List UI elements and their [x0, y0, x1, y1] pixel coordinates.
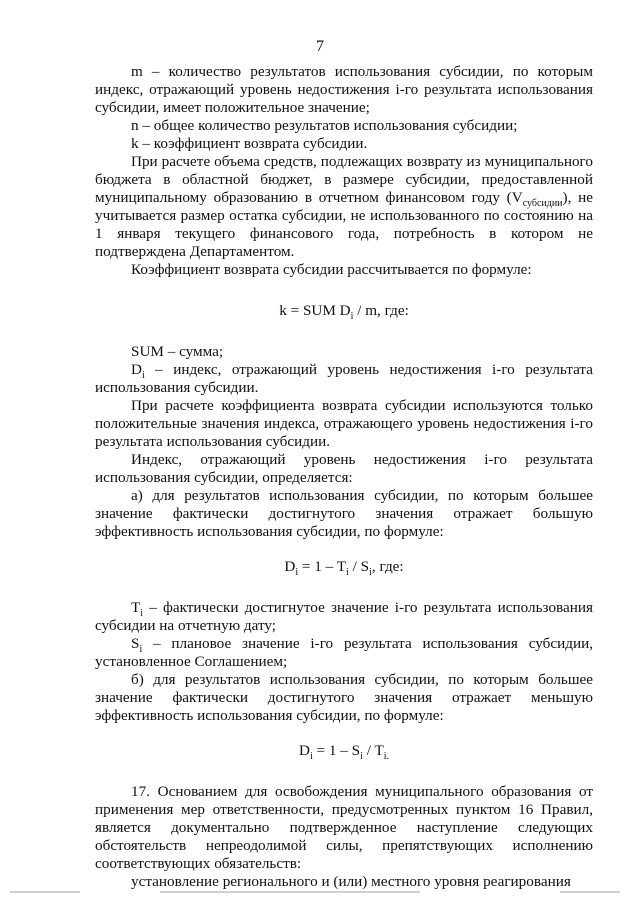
text-fragment: k = SUM D: [279, 302, 351, 319]
text-fragment: = 1 – S: [312, 742, 361, 759]
scan-artifact: [560, 891, 620, 893]
text-fragment: – индекс, отражающий уровень недостижения i-го результата использования субсидии.: [95, 361, 593, 396]
page-number: 7: [316, 38, 324, 55]
paragraph-case-a: а) для результатов использования субсидии, по которым большее значение фактически достигнутого значения отражает большую эффективность использования субсидии, по формуле:: [95, 487, 593, 540]
paragraph-response-level: установление регионального и (или) местного уровня реагирования: [131, 873, 571, 890]
text-fragment: , где:: [371, 558, 404, 575]
paragraph-sum-definition: SUM – сумма;: [131, 343, 224, 360]
paragraph-case-b: б) для результатов использования субсидии, по которым большее значение фактически достигнутого значения отражает меньшую эффективность использования субсидии, по формуле:: [95, 671, 593, 724]
paragraph-k-definition: k – коэффициент возврата субсидии.: [131, 135, 368, 152]
paragraph-ti-definition: [95, 599, 593, 635]
scan-artifact: [10, 891, 80, 893]
paragraph-m-definition: m – количество результатов использования субсидии, по которым индекс, отражающий уровень недостижения i-го результата использования субсидии, имеет положительное значение;: [95, 63, 593, 116]
text-fragment: / T: [362, 742, 384, 759]
text-fragment: D: [131, 361, 142, 378]
paragraph-section-17: 17. Основанием для освобождения муниципального образования от применения мер ответственности, предусмотренных пунктом 16 Правил, является документально подтвержденное наступление следующих обстоятельств непреодолимой силы, препятствующих исполнению соответствующих обязательств:: [95, 783, 593, 872]
paragraph-positive-values: При расчете коэффициента возврата субсидии используются только положительные значения индекса, отражающего уровень недостижения i-го результата использования субсидии.: [95, 397, 593, 450]
subscript: i: [140, 608, 144, 620]
text-fragment: D: [284, 558, 296, 575]
text-fragment: = 1 – T: [298, 558, 347, 575]
formula-k: [95, 302, 593, 323]
text-fragment: / S: [348, 558, 370, 575]
paragraph-formula-intro: Коэффициент возврата субсидии рассчитывается по формуле:: [131, 261, 532, 278]
subscript: i: [350, 311, 354, 323]
subscript: i: [360, 751, 363, 763]
subscript: субсидии: [522, 198, 563, 210]
scan-artifact: [160, 891, 420, 893]
subscript: i: [139, 644, 143, 656]
text-fragment: S: [131, 635, 140, 652]
formula-di-a: [95, 558, 593, 579]
text-fragment: – фактически достигнутое значение i-го результата использования субсидии на отчетную дату;: [95, 599, 593, 634]
paragraph-di-definition: [95, 361, 593, 397]
text-fragment: – плановое значение i-го результата использования субсидии, установленное Соглашением;: [95, 635, 593, 670]
subscript: i.: [383, 751, 390, 763]
text-fragment: ), не учитывается размер остатка субсидии, не использованного по состоянию на 1 января текущего финансового года, потребность в котором не подтверждена Департаментом.: [95, 189, 593, 260]
paragraph-si-definition: [95, 635, 593, 671]
paragraph-index-determination: Индекс, отражающий уровень недостижения i-го результата использования субсидии, определяется:: [95, 451, 593, 486]
subscript: i: [346, 567, 349, 579]
paragraph-volume-calculation: [95, 153, 593, 261]
subscript: i: [369, 567, 372, 579]
document-body: [95, 63, 593, 891]
subscript: i: [309, 751, 313, 763]
subscript: i: [141, 370, 145, 382]
subscript: i: [295, 567, 299, 579]
formula-di-b: [95, 742, 593, 763]
text-fragment: / m, где:: [353, 302, 409, 319]
text-fragment: D: [298, 742, 310, 759]
paragraph-n-definition: n – общее количество результатов использования субсидии;: [131, 117, 518, 134]
text-fragment: При расчете объема средств, подлежащих возврату из муниципального бюджета в областной бюджет, в размере субсидии, предоставленной муниципальному образованию в отчетном финансовом году (V: [95, 153, 593, 206]
text-fragment: T: [131, 599, 141, 616]
